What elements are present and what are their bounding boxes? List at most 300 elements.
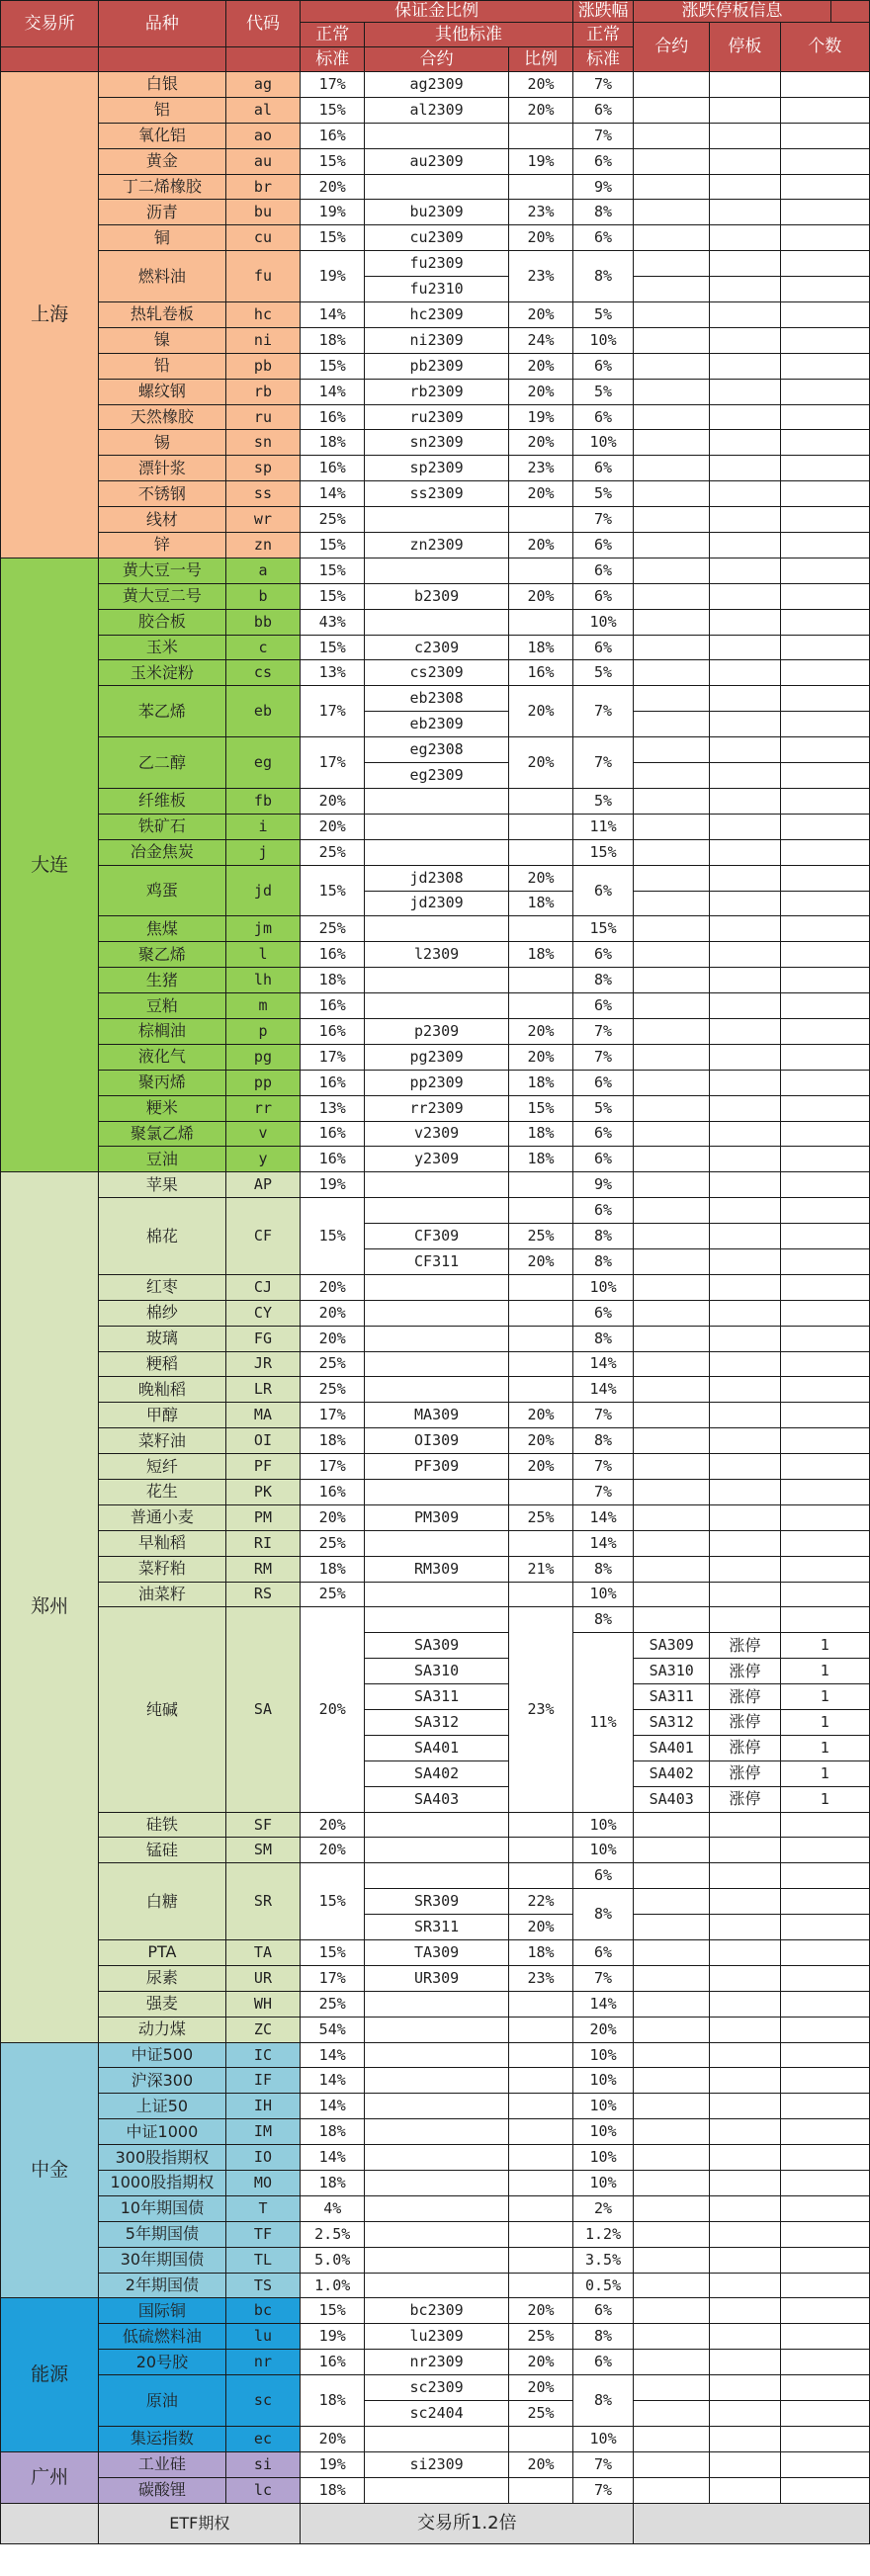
stop-type <box>710 1889 780 1915</box>
limit-std: 14% <box>572 1530 633 1556</box>
product-name: 国际铜 <box>99 2298 225 2324</box>
stop-count <box>780 72 869 98</box>
margin-normal: 14% <box>301 2068 365 2094</box>
table-row <box>1 1428 870 1454</box>
table-row <box>1 200 870 225</box>
margin-contract <box>365 1812 509 1838</box>
stop-contract-header: 合约 <box>634 23 710 72</box>
margin-normal: 15% <box>301 533 365 558</box>
margin-ratio <box>509 1198 573 1224</box>
stop-type <box>710 72 780 98</box>
stop-contract: SA312 <box>634 1710 710 1736</box>
stop-contract <box>634 1838 710 1863</box>
filler-cell <box>830 1 869 23</box>
margin-normal: 1.0% <box>301 2273 365 2298</box>
stop-contract <box>634 148 710 174</box>
stop-type <box>710 814 780 839</box>
product-code: CF <box>225 1198 301 1275</box>
margin-ratio: 20% <box>509 686 573 737</box>
margin-ratio <box>509 2119 573 2145</box>
margin-ratio: 25% <box>509 2324 573 2350</box>
margin-ratio: 20% <box>509 1454 573 1480</box>
margin-ratio <box>509 2273 573 2298</box>
product-name: 热轧卷板 <box>99 302 225 328</box>
stop-count <box>780 225 869 251</box>
margin-ratio: 23% <box>509 200 573 225</box>
product-code: ao <box>225 123 301 148</box>
stop-contract <box>634 1147 710 1172</box>
table-row <box>1 1070 870 1095</box>
limit-std: 8% <box>572 1224 633 1249</box>
stop-contract <box>634 1172 710 1198</box>
product-name: 白糖 <box>99 1863 225 1940</box>
table-row <box>1 737 870 763</box>
limit-std: 8% <box>572 200 633 225</box>
stop-count <box>780 2068 869 2094</box>
stop-count: 1 <box>780 1684 869 1710</box>
margin-ratio: 20% <box>509 533 573 558</box>
product-code: sc <box>225 2375 301 2427</box>
stop-contract <box>634 1044 710 1070</box>
product-code: al <box>225 97 301 123</box>
margin-ratio <box>509 968 573 993</box>
product-name: 玉米 <box>99 635 225 660</box>
stop-contract <box>634 2145 710 2171</box>
table-row <box>1 1607 870 1633</box>
limit-std: 7% <box>572 123 633 148</box>
stop-count <box>780 660 869 686</box>
table-row <box>1 353 870 379</box>
stop-count <box>780 1530 869 1556</box>
table-row <box>1 2171 870 2196</box>
stop-count <box>780 2477 869 2503</box>
margin-normal: 18% <box>301 1556 365 1582</box>
limit-std: 6% <box>572 1300 633 1326</box>
limit-std: 10% <box>572 2171 633 2196</box>
table-row <box>1 1172 870 1198</box>
stop-type <box>710 2426 780 2451</box>
normal-std-header: 标准 <box>301 47 365 72</box>
margin-ratio <box>509 839 573 865</box>
margin-ratio: 20% <box>509 583 573 609</box>
stop-count <box>780 1326 869 1351</box>
stop-contract <box>634 2477 710 2503</box>
margin-normal: 20% <box>301 1838 365 1863</box>
product-code: wr <box>225 507 301 533</box>
product-code: ru <box>225 404 301 430</box>
limit-std: 6% <box>572 583 633 609</box>
stop-count: 1 <box>780 1659 869 1684</box>
margin-ratio <box>509 2017 573 2042</box>
table-row <box>1 1326 870 1351</box>
table-row <box>1 2273 870 2298</box>
stop-type <box>710 200 780 225</box>
margin-contract <box>365 814 509 839</box>
product-code: UR <box>225 1965 301 1991</box>
product-code: FG <box>225 1326 301 1351</box>
table-row <box>1 583 870 609</box>
stop-contract <box>634 1377 710 1403</box>
stop-type <box>710 2195 780 2221</box>
margin-ratio: 18% <box>509 1940 573 1966</box>
margin-ratio <box>509 1838 573 1863</box>
margin-ratio: 25% <box>509 1504 573 1530</box>
limit-std: 6% <box>572 353 633 379</box>
stop-type <box>710 507 780 533</box>
table-row <box>1 174 870 200</box>
margin-contract <box>365 1300 509 1326</box>
stop-count <box>780 1198 869 1224</box>
stop-type <box>710 2068 780 2094</box>
stop-type <box>710 942 780 968</box>
table-row <box>1 2324 870 2350</box>
stop-type <box>710 1479 780 1504</box>
limit-std: 10% <box>572 430 633 456</box>
product-name: 不锈钢 <box>99 481 225 507</box>
stop-contract: SA403 <box>634 1786 710 1812</box>
table-row <box>1 1147 870 1172</box>
product-code: SF <box>225 1812 301 1838</box>
table-header <box>1 1 870 72</box>
table-row <box>1 1940 870 1966</box>
limit-std: 7% <box>572 686 633 737</box>
margin-ratio: 20% <box>509 97 573 123</box>
margin-contract <box>365 1582 509 1607</box>
product-code: lc <box>225 2477 301 2503</box>
product-name: 棉花 <box>99 1198 225 1275</box>
stop-type <box>710 2171 780 2196</box>
limit-std: 10% <box>572 1812 633 1838</box>
product-code: m <box>225 993 301 1019</box>
stop-type <box>710 1248 780 1274</box>
table-row <box>1 1812 870 1838</box>
table-row <box>1 1504 870 1530</box>
limit-std: 5% <box>572 302 633 328</box>
stop-count <box>780 277 869 302</box>
stop-contract <box>634 456 710 481</box>
stop-contract <box>634 2350 710 2375</box>
limit-std: 10% <box>572 2042 633 2068</box>
table-row <box>1 2503 870 2543</box>
margin-ratio: 18% <box>509 1147 573 1172</box>
margin-contract <box>365 993 509 1019</box>
table-row <box>1 225 870 251</box>
margin-ratio: 20% <box>509 353 573 379</box>
product-code: i <box>225 814 301 839</box>
stop-type <box>710 2094 780 2119</box>
margin-normal: 14% <box>301 2094 365 2119</box>
product-code: CJ <box>225 1274 301 1300</box>
table-row <box>1 2426 870 2451</box>
stop-contract <box>634 1556 710 1582</box>
limit-std: 6% <box>572 97 633 123</box>
product-code: MA <box>225 1403 301 1428</box>
stop-contract <box>634 635 710 660</box>
margin-contract <box>365 1863 509 1889</box>
margin-normal: 16% <box>301 2350 365 2375</box>
table-row <box>1 1454 870 1480</box>
other-std-header: 其他标准 <box>365 23 573 47</box>
stop-contract <box>634 72 710 98</box>
stop-count <box>780 2324 869 2350</box>
stop-count <box>780 1991 869 2017</box>
product-code: cs <box>225 660 301 686</box>
stop-contract <box>634 1454 710 1480</box>
margin-normal: 17% <box>301 686 365 737</box>
product-name: 集运指数 <box>99 2426 225 2451</box>
limit-std: 2% <box>572 2195 633 2221</box>
margin-ratio: 20% <box>509 2375 573 2401</box>
product-code: CY <box>225 1300 301 1326</box>
product-code: IF <box>225 2068 301 2094</box>
margin-normal: 20% <box>301 2426 365 2451</box>
stop-contract <box>634 2171 710 2196</box>
margin-normal: 18% <box>301 327 365 353</box>
limit-std: 6% <box>572 225 633 251</box>
stop-contract <box>634 2324 710 2350</box>
margin-contract: SA310 <box>365 1659 509 1684</box>
limit-std: 6% <box>572 1940 633 1966</box>
stop-count <box>780 865 869 891</box>
product-code: sp <box>225 456 301 481</box>
product-name: PTA <box>99 1940 225 1966</box>
table-row <box>1 660 870 686</box>
margin-ratio: 18% <box>509 942 573 968</box>
margin-ratio: 20% <box>509 2451 573 2477</box>
product-name: 低硫燃料油 <box>99 2324 225 2350</box>
stop-count <box>780 1224 869 1249</box>
margin-contract: ru2309 <box>365 404 509 430</box>
stop-count <box>780 712 869 737</box>
margin-contract: sc2309 <box>365 2375 509 2401</box>
stop-contract <box>634 2247 710 2273</box>
product-code: ss <box>225 481 301 507</box>
product-name: 铅 <box>99 353 225 379</box>
limit-std: 6% <box>572 942 633 968</box>
margin-contract <box>365 507 509 533</box>
stop-contract <box>634 481 710 507</box>
table-row <box>1 1582 870 1607</box>
limit-std: 7% <box>572 507 633 533</box>
stop-contract <box>634 1965 710 1991</box>
stop-contract <box>634 583 710 609</box>
margin-normal: 20% <box>301 1300 365 1326</box>
product-code: bu <box>225 200 301 225</box>
margin-normal: 4% <box>301 2195 365 2221</box>
stop-count: 1 <box>780 1760 869 1786</box>
margin-normal: 13% <box>301 1095 365 1121</box>
product-name: 10年期国债 <box>99 2195 225 2221</box>
stop-contract <box>634 277 710 302</box>
col-product-header: 品种 <box>99 1 225 47</box>
table-row <box>1 609 870 635</box>
product-code: bc <box>225 2298 301 2324</box>
margin-contract: RM309 <box>365 1556 509 1582</box>
limit-std: 6% <box>572 456 633 481</box>
margin-contract <box>365 609 509 635</box>
product-name: 粳米 <box>99 1095 225 1121</box>
margin-ratio <box>509 916 573 942</box>
margin-normal: 19% <box>301 2324 365 2350</box>
product-name: 线材 <box>99 507 225 533</box>
margin-ratio <box>509 814 573 839</box>
stop-contract <box>634 1812 710 1838</box>
margin-normal: 16% <box>301 123 365 148</box>
margin-ratio: 20% <box>509 2350 573 2375</box>
product-code: SA <box>225 1607 301 1812</box>
stop-count <box>780 737 869 763</box>
product-name: 聚氯乙烯 <box>99 1121 225 1147</box>
margin-contract <box>365 1607 509 1633</box>
margin-normal: 15% <box>301 1863 365 1940</box>
stop-count <box>780 2042 869 2068</box>
stop-type <box>710 2145 780 2171</box>
limit-std: 6% <box>572 2350 633 2375</box>
table-row <box>1 2221 870 2247</box>
limit-std: 7% <box>572 72 633 98</box>
limit-std: 8% <box>572 2324 633 2350</box>
margin-contract: b2309 <box>365 583 509 609</box>
table-row <box>1 2350 870 2375</box>
margin-contract <box>365 2171 509 2196</box>
stop-contract <box>634 2273 710 2298</box>
margin-contract: l2309 <box>365 942 509 968</box>
stop-count <box>780 1300 869 1326</box>
product-name: 锌 <box>99 533 225 558</box>
margin-ratio <box>509 993 573 1019</box>
product-name: 黄大豆一号 <box>99 558 225 583</box>
etf-product-name: ETF期权 <box>99 2503 301 2543</box>
stop-contract <box>634 2119 710 2145</box>
product-name: 生猪 <box>99 968 225 993</box>
stop-type <box>710 302 780 328</box>
margin-normal: 17% <box>301 1454 365 1480</box>
margin-ratio <box>509 2247 573 2273</box>
margin-contract <box>365 1326 509 1351</box>
margin-contract: ag2309 <box>365 72 509 98</box>
product-code: bb <box>225 609 301 635</box>
col-exchange-header: 交易所 <box>1 1 99 47</box>
margin-ratio: 16% <box>509 660 573 686</box>
contract-header: 合约 <box>365 47 509 72</box>
product-name: 花生 <box>99 1479 225 1504</box>
margin-contract <box>365 174 509 200</box>
limit-std: 8% <box>572 1607 633 1633</box>
stop-type <box>710 2247 780 2273</box>
table-row <box>1 327 870 353</box>
stop-contract <box>634 763 710 789</box>
stop-type <box>710 1965 780 1991</box>
table-row <box>1 968 870 993</box>
margin-contract: y2309 <box>365 1147 509 1172</box>
table-body <box>1 72 870 2544</box>
stop-type <box>710 686 780 712</box>
margin-normal: 20% <box>301 1607 365 1812</box>
stop-contract <box>634 814 710 839</box>
margin-contract <box>365 1377 509 1403</box>
etf-margin-note: 交易所1.2倍 <box>301 2503 634 2543</box>
product-code: pg <box>225 1044 301 1070</box>
stop-count <box>780 174 869 200</box>
stop-type <box>710 1377 780 1403</box>
margin-contract <box>365 2068 509 2094</box>
limit-std: 14% <box>572 1377 633 1403</box>
product-code: T <box>225 2195 301 2221</box>
margin-contract <box>365 2145 509 2171</box>
stop-contract <box>634 1095 710 1121</box>
product-code: nr <box>225 2350 301 2375</box>
product-name: 甲醇 <box>99 1403 225 1428</box>
margin-contract: c2309 <box>365 635 509 660</box>
margin-contract: lu2309 <box>365 2324 509 2350</box>
stop-group-header: 涨跌停板信息 <box>634 1 831 23</box>
product-code: ni <box>225 327 301 353</box>
margin-ratio <box>509 2094 573 2119</box>
product-name: 焦煤 <box>99 916 225 942</box>
stop-type-header: 停板 <box>710 23 780 72</box>
limit-std: 10% <box>572 2068 633 2094</box>
stop-contract <box>634 1070 710 1095</box>
stop-contract <box>634 1504 710 1530</box>
stop-count <box>780 609 869 635</box>
margin-contract: SA309 <box>365 1633 509 1659</box>
product-code: pp <box>225 1070 301 1095</box>
stop-contract <box>634 1326 710 1351</box>
stop-count <box>780 2451 869 2477</box>
limit-std: 5% <box>572 788 633 814</box>
stop-count <box>780 1274 869 1300</box>
stop-type <box>710 2273 780 2298</box>
product-code: b <box>225 583 301 609</box>
product-code: PM <box>225 1504 301 1530</box>
margin-contract <box>365 2042 509 2068</box>
product-name: 沥青 <box>99 200 225 225</box>
margin-ratio: 25% <box>509 2401 573 2427</box>
table-row <box>1 379 870 404</box>
margin-contract: eb2308 <box>365 686 509 712</box>
stop-count <box>780 1915 869 1940</box>
product-name: 纤维板 <box>99 788 225 814</box>
margin-normal: 19% <box>301 251 365 302</box>
margin-ratio <box>509 1812 573 1838</box>
stop-count <box>780 2145 869 2171</box>
stop-type <box>710 1863 780 1889</box>
stop-contract <box>634 1198 710 1224</box>
stop-contract <box>634 379 710 404</box>
stop-count <box>780 686 869 712</box>
stop-count: 1 <box>780 1633 869 1659</box>
margin-contract: eb2309 <box>365 712 509 737</box>
margin-contract: sc2404 <box>365 2401 509 2427</box>
product-code: TS <box>225 2273 301 2298</box>
margin-normal: 16% <box>301 1070 365 1095</box>
limit-std: 15% <box>572 916 633 942</box>
table-row <box>1 1121 870 1147</box>
table-row <box>1 1198 870 1224</box>
table-row <box>1 1274 870 1300</box>
margin-normal: 17% <box>301 72 365 98</box>
stop-contract <box>634 1889 710 1915</box>
product-code: eb <box>225 686 301 737</box>
margin-contract: zn2309 <box>365 533 509 558</box>
margin-normal: 18% <box>301 2477 365 2503</box>
stop-count <box>780 1889 869 1915</box>
stop-contract <box>634 1018 710 1044</box>
product-name: 尿素 <box>99 1965 225 1991</box>
stop-count <box>780 1018 869 1044</box>
margin-ratio: 23% <box>509 251 573 302</box>
stop-count <box>780 1607 869 1633</box>
